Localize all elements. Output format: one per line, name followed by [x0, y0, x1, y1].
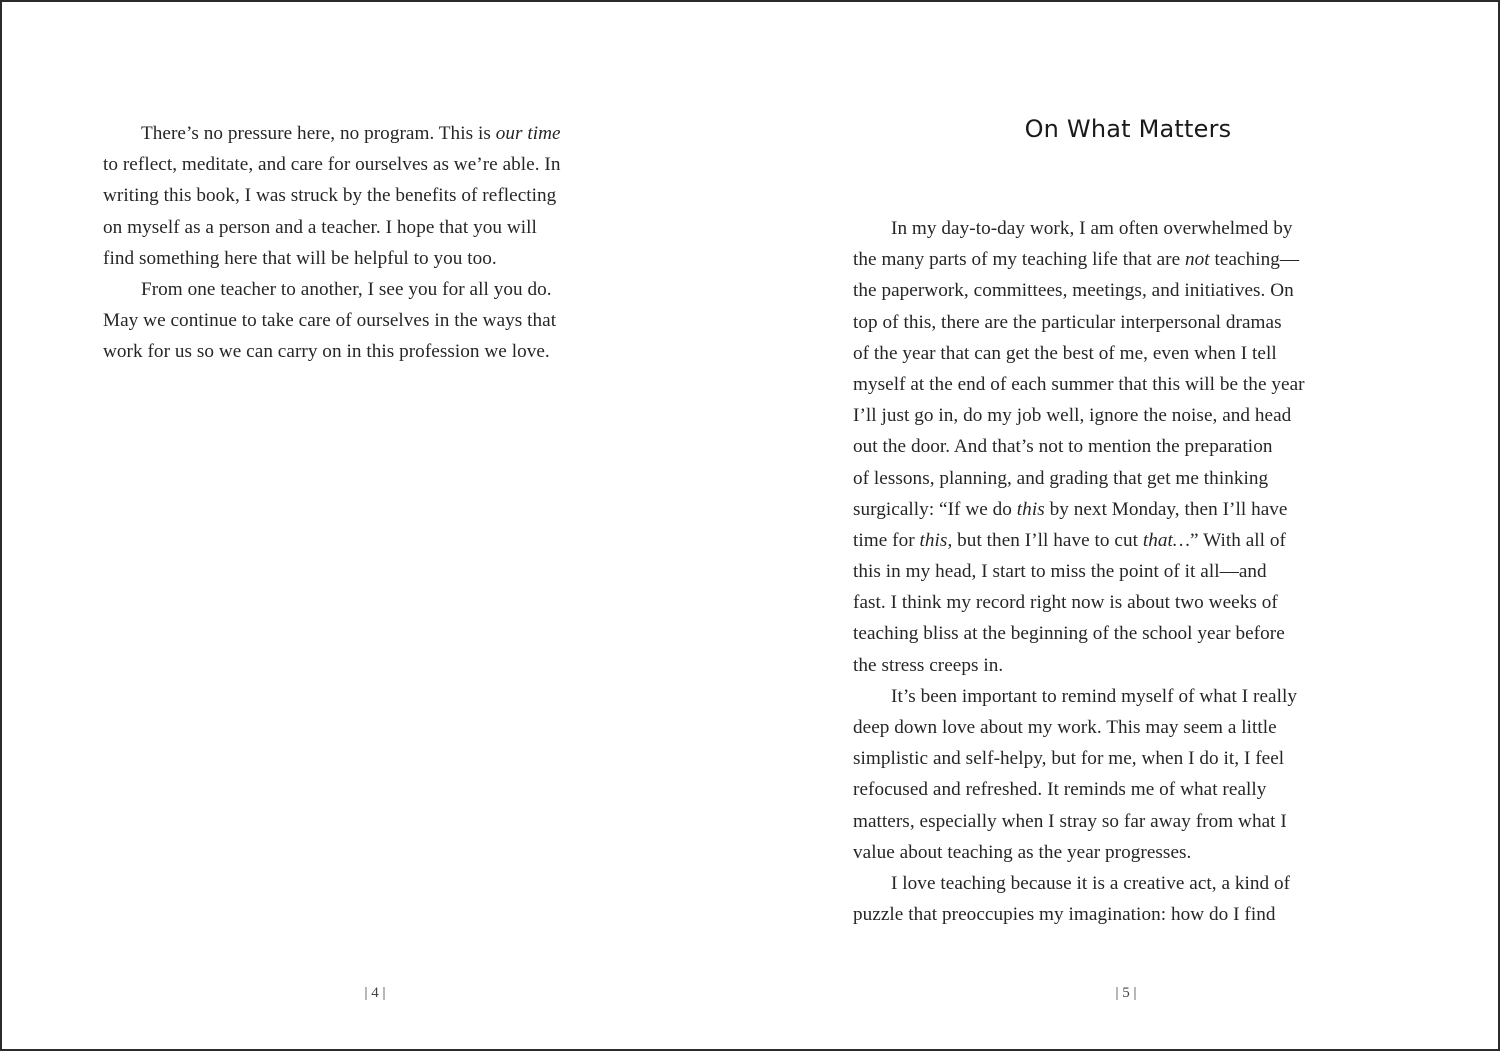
text-run: out the door. And that’s not to mention the preparation — [853, 436, 1273, 458]
text-run: May we continue to take care of ourselves in the ways that — [103, 310, 557, 332]
text-run: deep down love about my work. This may seem a little — [853, 717, 1277, 738]
text-line — [853, 307, 1403, 338]
text-run: to reflect, meditate, and care for ourselves as we’re able. In — [103, 154, 561, 176]
text-run: , but then I’ll have to cut — [947, 529, 1143, 551]
text-line — [853, 868, 1403, 899]
text-line — [853, 899, 1403, 930]
italic-text: this — [919, 529, 948, 551]
text-run: by next Monday, then I’ll have — [1044, 498, 1288, 520]
text-run: on myself as a person and a teacher. I hope that you will — [103, 216, 537, 238]
text-line — [853, 369, 1403, 400]
text-run: of lessons, planning, and grading that get me thinking — [853, 467, 1269, 489]
text-run: myself at the end of each summer that this will be the year — [853, 373, 1305, 395]
text-line — [853, 587, 1403, 618]
text-line — [103, 149, 648, 180]
text-line — [103, 243, 648, 274]
text-run: teaching— — [1209, 249, 1300, 271]
text-run: simplistic and self-helpy, but for me, when I do it, I feel — [853, 748, 1285, 770]
text-run: teaching bliss at the beginning of the school year before — [853, 623, 1285, 645]
text-run: fast. I think my record right now is about two weeks of — [853, 592, 1278, 614]
text-line — [853, 463, 1403, 494]
text-line — [853, 338, 1403, 369]
text-line — [853, 494, 1403, 525]
text-run: the stress creeps in. — [853, 654, 1004, 676]
text-run: refocused and refreshed. It reminds me of what really — [853, 779, 1267, 801]
text-run: the many parts of my teaching life that are — [853, 249, 1185, 271]
page-number-left: | 4 | — [364, 985, 386, 1001]
text-line — [853, 743, 1403, 774]
text-run: the paperwork, committees, meetings, and initiatives. On — [853, 280, 1294, 302]
text-run: From one teacher to another, I see you for all you do. — [141, 278, 552, 300]
text-line — [853, 400, 1403, 431]
text-run: matters, especially when I stray so far away from what I — [853, 810, 1287, 832]
text-run: of the year that can get the best of me, even when I tell — [853, 342, 1277, 364]
text-line — [103, 118, 648, 149]
text-line — [853, 525, 1403, 556]
page-number-right: | 5 | — [1115, 985, 1137, 1001]
left-page-body — [103, 118, 648, 368]
text-run: There’s no pressure here, no program. This is — [141, 123, 496, 144]
text-run: I’ll just go in, do my job well, ignore the noise, and head — [853, 405, 1292, 427]
italic-text: this — [1016, 498, 1045, 520]
text-run: time for — [853, 529, 920, 551]
left-page — [2, 2, 752, 1053]
text-run: work for us so we can carry on in this profession we love. — [103, 341, 550, 363]
text-line — [853, 837, 1403, 868]
text-run: find something here that will be helpful to you too. — [103, 247, 497, 269]
text-run: It’s been important to remind myself of what I really — [891, 685, 1298, 707]
italic-text: that… — [1142, 529, 1190, 551]
text-line — [853, 244, 1403, 275]
text-line — [853, 806, 1403, 837]
text-run: puzzle that preoccupies my imagination: how do I find — [853, 904, 1276, 926]
text-line — [853, 275, 1403, 306]
text-line — [853, 650, 1403, 681]
text-line — [853, 618, 1403, 649]
text-run: ” With all of — [1190, 529, 1286, 551]
italic-text: not — [1185, 249, 1210, 271]
text-line — [853, 681, 1403, 712]
chapter-title: On What Matters — [1024, 115, 1232, 143]
text-line — [103, 336, 648, 367]
text-line — [853, 556, 1403, 587]
text-line — [103, 274, 648, 305]
right-page-body — [853, 213, 1403, 930]
right-page — [752, 2, 1500, 1053]
text-line — [853, 774, 1403, 805]
text-run: top of this, there are the particular interpersonal dramas — [853, 311, 1282, 333]
italic-text: our time — [495, 123, 561, 144]
text-line — [103, 305, 648, 336]
text-line — [103, 180, 648, 211]
text-run: I love teaching because it is a creative act, a kind of — [891, 872, 1291, 894]
text-line — [853, 431, 1403, 462]
text-line — [103, 212, 648, 243]
text-line — [853, 213, 1403, 244]
text-run: this in my head, I start to miss the point of it all—and — [853, 561, 1267, 583]
text-run: surgically: “If we do — [853, 498, 1017, 520]
text-run: In my day-to-day work, I am often overwhelmed by — [891, 218, 1293, 239]
text-line — [853, 712, 1403, 743]
text-run: writing this book, I was struck by the benefits of reflecting — [103, 185, 557, 207]
text-run: value about teaching as the year progresses. — [853, 841, 1192, 863]
